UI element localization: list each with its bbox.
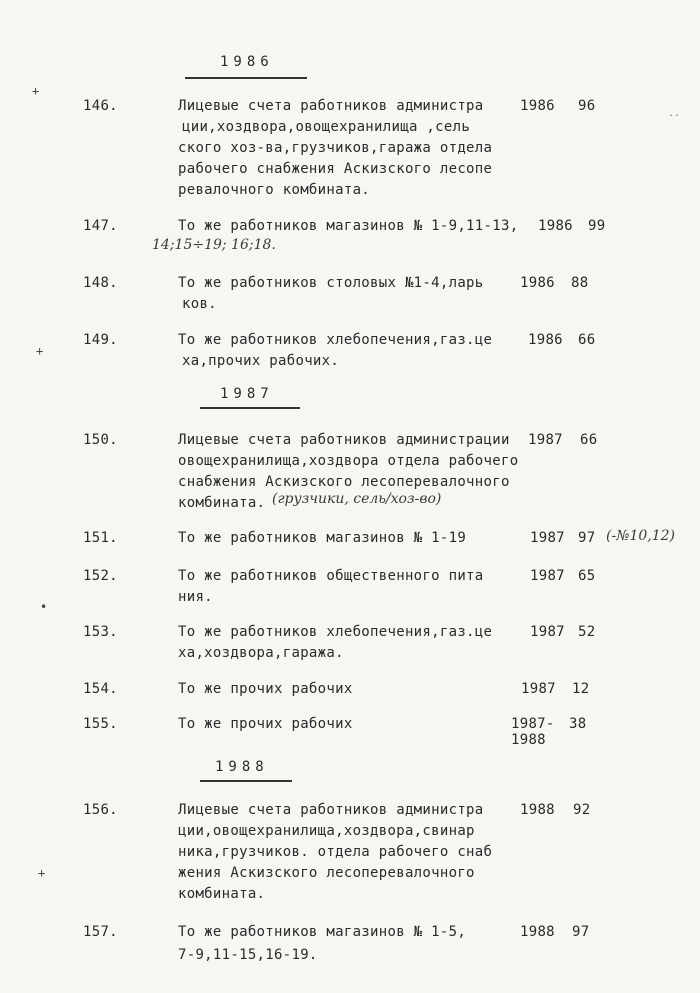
entry-sheet-count: 92 [573, 802, 591, 818]
entry-sheet-count: 97 [572, 924, 590, 940]
section-underline [200, 780, 292, 782]
entry-number: 156. [83, 802, 118, 818]
entry-year: 1987 [530, 624, 565, 640]
entry-sheet-count: 97 [578, 530, 596, 546]
margin-mark: • [40, 600, 48, 614]
entry-title-line: ции,овощехранилища,хоздвора,свинар [178, 823, 475, 839]
entry-title-line: Лицевые счета работников администра [178, 802, 484, 818]
entry-title-line: То же прочих рабочих [178, 681, 353, 697]
entry-title-line: Лицевые счета работников администра [178, 98, 484, 114]
entry-title-line: То же работников столовых №1-4,ларь [178, 275, 484, 291]
entry-sheet-count: 66 [580, 432, 598, 448]
entry-title-line: То же работников хлебопечения,газ.це [178, 624, 493, 640]
entry-title-line: То же работников магазинов № 1-19 [178, 530, 467, 546]
entry-number: 151. [83, 530, 118, 546]
section-underline [200, 407, 300, 409]
entry-title-line: комбината. [178, 495, 266, 511]
entry-year: 1987 [530, 530, 565, 546]
entry-number: 155. [83, 716, 118, 732]
entry-sheet-count: 96 [578, 98, 596, 114]
entry-number: 152. [83, 568, 118, 584]
entry-title-line: комбината. [178, 886, 266, 902]
entry-year: 1986 [520, 98, 555, 114]
entry-title-line: ника,грузчиков. отдела рабочего снаб [178, 844, 493, 860]
entry-year-start: 1987- [511, 716, 555, 732]
entry-number: 148. [83, 275, 118, 291]
entry-number: 153. [83, 624, 118, 640]
entry-title-line: ского хоз-ва,грузчиков,гаража отдела [178, 140, 493, 156]
entry-title-line: жения Аскизского лесоперевалочного [178, 865, 475, 881]
entry-number: 154. [83, 681, 118, 697]
entry-title-line: овощехранилища,хоздвора отдела рабочего [178, 453, 519, 469]
entry-title-line: То же работников магазинов № 1-5, [178, 924, 467, 940]
entry-sheet-count: 52 [578, 624, 596, 640]
entry-sheet-count: 99 [588, 218, 606, 234]
entry-title-line: Лицевые счета работников администрации [178, 432, 510, 448]
entry-year: 1987 [521, 681, 556, 697]
entry-title-line: 7-9,11-15,16-19. [178, 947, 318, 963]
entry-number: 149. [83, 332, 118, 348]
entry-sheet-count: 38 [569, 716, 587, 732]
entry-title-line: То же работников хлебопечения,газ.це [178, 332, 493, 348]
margin-mark: + [38, 866, 46, 880]
entry-sheet-count: 66 [578, 332, 596, 348]
entry-year: 1986 [538, 218, 573, 234]
entry-title-line: То же работников общественного пита [178, 568, 484, 584]
handwritten-note: 14;15÷19; 16;18. [152, 237, 276, 253]
entry-title-line: ревалочного комбината. [178, 182, 371, 198]
entry-title-line: ха,прочих рабочих. [182, 353, 340, 369]
entry-title-line: То же прочих рабочих [178, 716, 353, 732]
entry-number: 150. [83, 432, 118, 448]
entry-number: 157. [83, 924, 118, 940]
entry-title-line: снабжения Аскизского лесоперевалочного [178, 474, 510, 490]
section-year-1986: 1986 [220, 54, 274, 70]
handwritten-note: (грузчики, сель/хоз-во) [272, 491, 442, 507]
entry-title-line: То же работников магазинов № 1-9,11-13, [178, 218, 519, 234]
margin-mark: + [36, 344, 44, 358]
entry-sheet-count: 88 [571, 275, 589, 291]
entry-year: 1988 [520, 802, 555, 818]
entry-year: 1986 [520, 275, 555, 291]
entry-title-line: ции,хоздвора,овощехранилища ,сель [182, 119, 471, 135]
entry-year: 1988 [520, 924, 555, 940]
entry-year-end: 1988 [511, 732, 546, 748]
entry-title-line: рабочего снабжения Аскизского лесопе [178, 161, 493, 177]
section-year-1987: 1987 [220, 386, 274, 402]
section-year-1988: 1988 [215, 759, 269, 775]
entry-year: 1987 [528, 432, 563, 448]
entry-sheet-count: 12 [572, 681, 590, 697]
entry-title-line: ния. [178, 589, 213, 605]
handwritten-note: (-№10,12) [606, 528, 675, 544]
entry-title-line: ха,хоздвора,гаража. [178, 645, 344, 661]
section-underline [185, 77, 307, 79]
entry-sheet-count: 65 [578, 568, 596, 584]
entry-number: 147. [83, 218, 118, 234]
margin-mark: + [32, 84, 40, 98]
corner-mark: .. [668, 108, 681, 119]
entry-title-line: ков. [182, 296, 217, 312]
entry-number: 146. [83, 98, 118, 114]
entry-year: 1986 [528, 332, 563, 348]
entry-year: 1987 [530, 568, 565, 584]
